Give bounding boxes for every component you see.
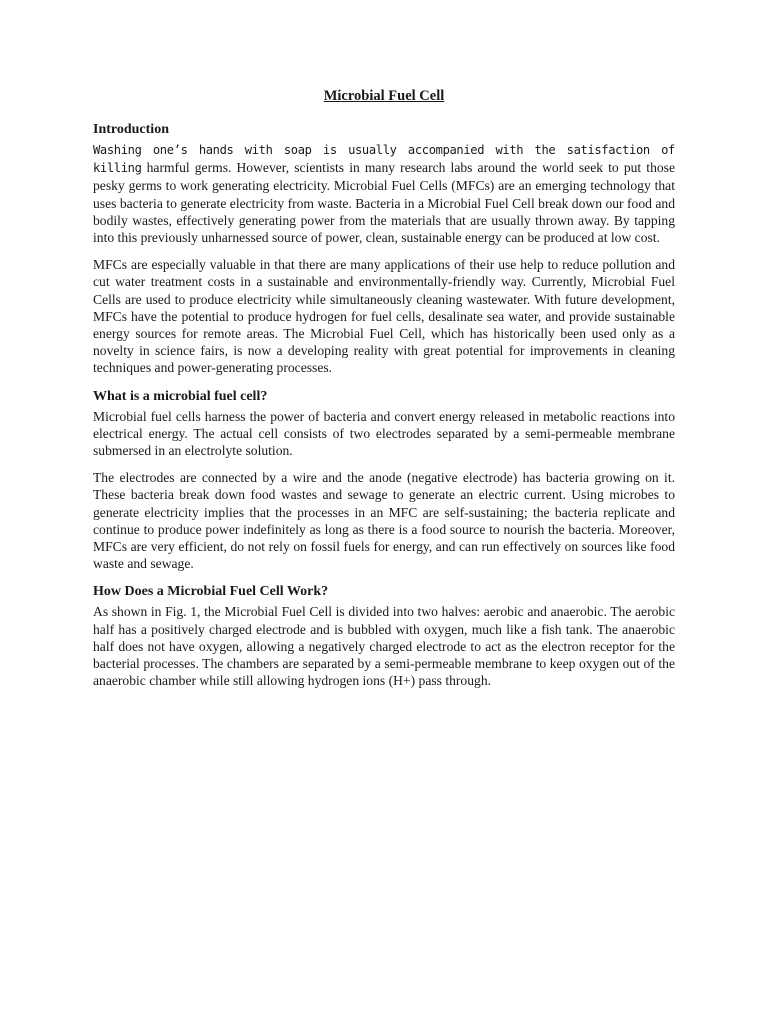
section-what-is: [93, 387, 675, 573]
section-heading: Introduction: [93, 122, 169, 137]
section-heading: What is a microbial fuel cell?: [93, 388, 268, 404]
document-body: [93, 86, 675, 699]
document-title: Microbial Fuel Cell: [323, 88, 445, 104]
paragraph-lead-text: Washing one’s hands with soap is usually accompanied with the satisfaction of killing: [93, 143, 675, 176]
paragraph: Microbial fuel cells harness the power of bacteria and convert energy released in metabolic reactions into electrical energy. The actual cell consists of two electrodes separated by a semi-permeable membrane submersed in an electrolyte solution.: [93, 408, 675, 459]
paragraph-text: harmful germs. However, scientists in many research labs around the world seek to put those pesky germs to work generating electricity. Microbial Fuel Cells (MFCs) are an emerging technology that uses bacteria to generate electricity from waste. Bacteria in a Microbial Fuel Cell break down our food and bodily wastes, effectively generating power from the materials that are usually thrown away. By tapping into this previously unharnessed source of power, clean, sustainable energy can be produced at low cost.: [93, 160, 675, 246]
paragraph: The electrodes are connected by a wire and the anode (negative electrode) has bacteria growing on it. These bacteria break down food wastes and sewage to generate an electric current. Using microbes to generate electricity implies that the processes in an MFC are self-sustaining; the bacteria replicate and continue to produce power indefinitely as long as there is a food source to nourish the bacteria. Moreover, MFCs are very efficient, do not rely on fossil fuels for energy, and can run effectively on sources like food waste and sewage.: [93, 470, 675, 572]
section-how-it-works: [93, 582, 675, 689]
paragraph: MFCs are especially valuable in that there are many applications of their use help to reduce pollution and cut water treatment costs in a sustainable and environmentally-friendly way. Currently, Microbial Fuel Cells are used to produce electricity while simultaneously cleaning wastewater. With future development, MFCs have the potential to produce hydrogen for fuel cells, desalinate sea water, and provide sustainable energy sources for remote areas. The Microbial Fuel Cell, which has historically been used only as a novelty in science fairs, is now a developing reality with great potential for improvements in cleaning techniques and power-generating processes.: [93, 257, 675, 376]
section-introduction: [93, 120, 675, 377]
section-heading: How Does a Microbial Fuel Cell Work?: [93, 584, 329, 600]
paragraph: As shown in Fig. 1, the Microbial Fuel Cell is divided into two halves: aerobic and anaerobic. The aerobic half has a positively charged electrode and is bubbled with oxygen, much like a fish tank. The anaerobic half does not have oxygen, allowing a negatively charged electrode to act as the electron receptor for the bacterial processes. The chambers are separated by a semi-permeable membrane to keep oxygen out of the anaerobic chamber while still allowing hydrogen ions (H+) pass through.: [93, 604, 675, 689]
paragraph: [93, 141, 675, 246]
